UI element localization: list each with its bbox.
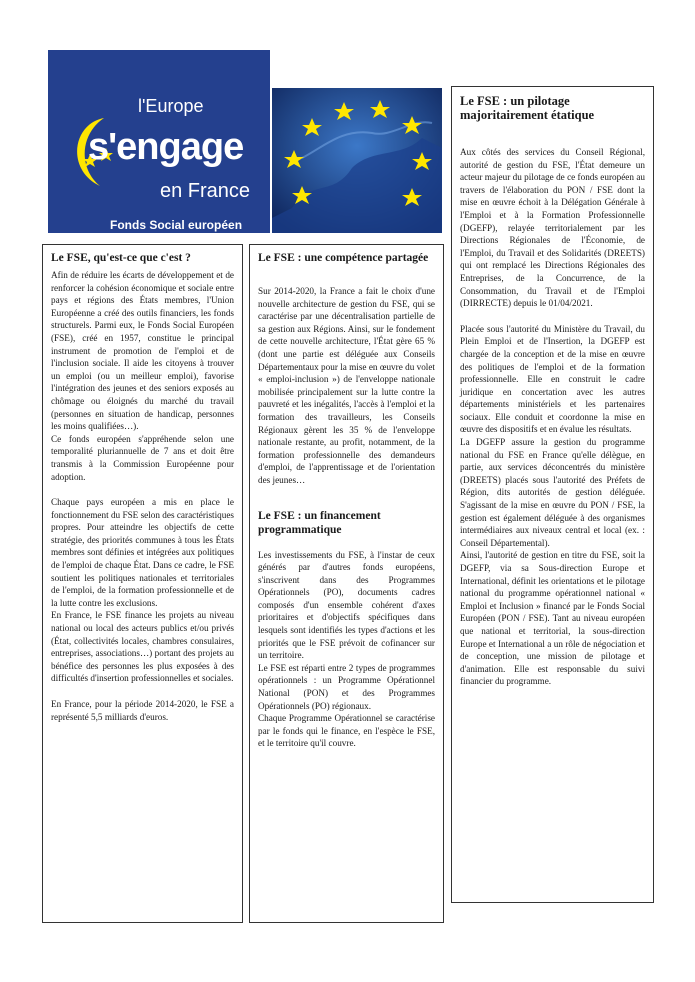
paragraph: Afin de réduire les écarts de développement et de renforcer la cohésion économique et sociale entre pays et régions des États membres, l'Union Européenne a créé des outils financiers, les fonds structurels. Parmi eux, le Fonds Social Européen (FSE), créé en 1957, constitue le principal instrument de promotion de l'emploi et de l'inclusion sociale. Il aide les citoyens à trouver un emploi (ou un meilleur emploi), favorise l'intégration des jeunes et des seniors exposés au chômage ou éloignés du marché du travail (personnes en situation de handicap, personnes les moins qualifiées…). <box>51 270 234 432</box>
column-shared-competence <box>249 244 444 923</box>
paragraph: Chaque pays européen a mis en place le fonctionnement du FSE selon des caractéristiques propres. Pour atteindre les objectifs de cette stratégie, des priorités communes à tous les États membres sont définies et intégrées aux politiques de l'emploi de chaque État. Dans ce cadre, le FSE soutient les politiques nationales et territoriales de l'emploi, de la formation professionnelle et de la lutte contre les exclusions. <box>51 497 234 608</box>
logo-blue-panel <box>48 50 270 233</box>
paragraph: Les investissements du FSE, à l'instar de ceux générés par d'autres fonds européens, s'inscrivent dans des Programmes Opérationnels (PO), documents cadres composés d'un ensemble cohérent d'axes prioritaires et d'objectifs spécifiques dans lesquels sont identifiés les types d'actions et les priorités que le FSE prévoit de cofinancer sur un territoire. <box>258 549 435 661</box>
heading-what-is-fse: Le FSE, qu'est-ce que c'est ? <box>51 252 191 264</box>
paragraph: La DGEFP assure la gestion du programme national du FSE en France qu'elle délègue, en partie, aux services déconcentrés du ministère (DREETS) placés sous l'autorité des Préfets de Région, dits autorités de gestion déléguée. S'agissant de la mise en œuvre du PON / FSE, la gestion est également déléguée à des organismes intermédiaires aux niveaux central et local (ex. : Conseil Départemental). <box>460 437 645 548</box>
paragraph: Aux côtés des services du Conseil Régional, autorité de gestion du FSE, l'État demeure un acteur majeur du pilotage de ce fonds européen au travers de l'élaboration du PON / FSE dont la mise en œuvre échoit à la Délégation Générale à l'Emploi et à la Formation Professionnelle (DGEFP), relayée territorialement par les Directions Régionales de l'Économie, de l'Emploi, du Travail et des Solidarités (DREETS) qui ont remplacé les Directions Régionales des Entreprises, de la Concurrence, de la Consommation, du Travail et de l'Emploi (DIRRECTE) depuis le 01/04/2021. <box>460 147 645 309</box>
heading-shared-competence: Le FSE : une compétence partagée <box>258 252 429 264</box>
column-state-steering <box>451 86 654 903</box>
column-what-is-fse <box>42 244 243 923</box>
heading-state-steering: Le FSE : un pilotage majoritairement étatique <box>460 94 595 122</box>
logo-line-fse: Fonds Social européen <box>110 218 243 232</box>
logo-banner <box>38 44 404 236</box>
paragraph: Chaque Programme Opérationnel se caractérise par le fonds qui le finance, en l'espèce le FSE, et le territoire qu'il couvre. <box>258 713 435 749</box>
paragraph: En France, le FSE finance les projets au niveau national ou local des acteurs publics et/ou privés (État, collectivités locales, chambres consulaires, entreprises, associations…) portant des projets au bénéfice des personnes les plus exposées à des difficultés d'insertion professionnelles et sociales. <box>51 610 234 684</box>
logo-line-sengage: s'engage <box>88 126 244 168</box>
logo-line-en-france: en France <box>160 180 251 202</box>
paragraph: Ce fonds européen s'appréhende selon une temporalité pluriannuelle de 7 ans et doit être transmis à la Commission Européenne pour adoption. <box>51 433 234 482</box>
paragraph: En France, pour la période 2014-2020, le FSE a représenté 5,5 milliards d'euros. <box>51 699 234 722</box>
paragraph: Ainsi, l'autorité de gestion en titre du FSE, soit la DGEFP, via sa Sous-direction Europe et International, définit les orientations et le pilotage national du programme opérationnel national « Emploi et Inclusion » financé par le Fonds Social Européen (PON / FSE). Tant au niveau européen que national et territorial, la sous-direction Europe et International a un rôle de négociation et de conception, une mission de pilotage et d'animation. Elle est responsable du suivi financier du programme. <box>460 550 645 687</box>
paragraph: Le FSE est réparti entre 2 types de programmes opérationnels : un Programme Opérationnel National (PON) et des Programmes Opérationnels (PO) régionaux. <box>258 662 435 711</box>
heading-programmatic-financing: Le FSE : un financement programmatique <box>258 509 381 536</box>
logo-line-europe: l'Europe <box>138 96 204 116</box>
paragraph: Placée sous l'autorité du Ministère du Travail, du Plein Emploi et de l'Insertion, la DGEFP est chargée de la conception et de la mise en œuvre des politiques de l'emploi et de la formation professionnelle. Elle en construit le cadre juridique en concertation avec les autres départements ministériels et les partenaires sociaux. Elle conduit et coordonne la mise en œuvre des dispositifs et en évalue les résultats. <box>460 323 645 435</box>
paragraph: Sur 2014-2020, la France a fait le choix d'une nouvelle architecture de gestion du FSE, qui se caractérise par une décentralisation partielle de sa gestion aux Régions. Ainsi, sur le fondement de cette nouvelle architecture, l'État gère 65 % (dont une partie est déléguée aux Conseils Départementaux pour la mise en œuvre du volet « emploi-inclusion ») de l'enveloppe nationale mobilisée principalement sur la lutte contre la pauvreté et les inégalités, l'accès à l'emploi et la formation des travailleurs, les Conseils Régionaux gèrent les 35 % de l'enveloppe nationale restante, au profit, notamment, de la formation professionnelle des demandeurs d'emploi, de l'apprentissage et de l'orientation des jeunes… <box>258 286 435 485</box>
eu-map-image <box>272 88 442 233</box>
